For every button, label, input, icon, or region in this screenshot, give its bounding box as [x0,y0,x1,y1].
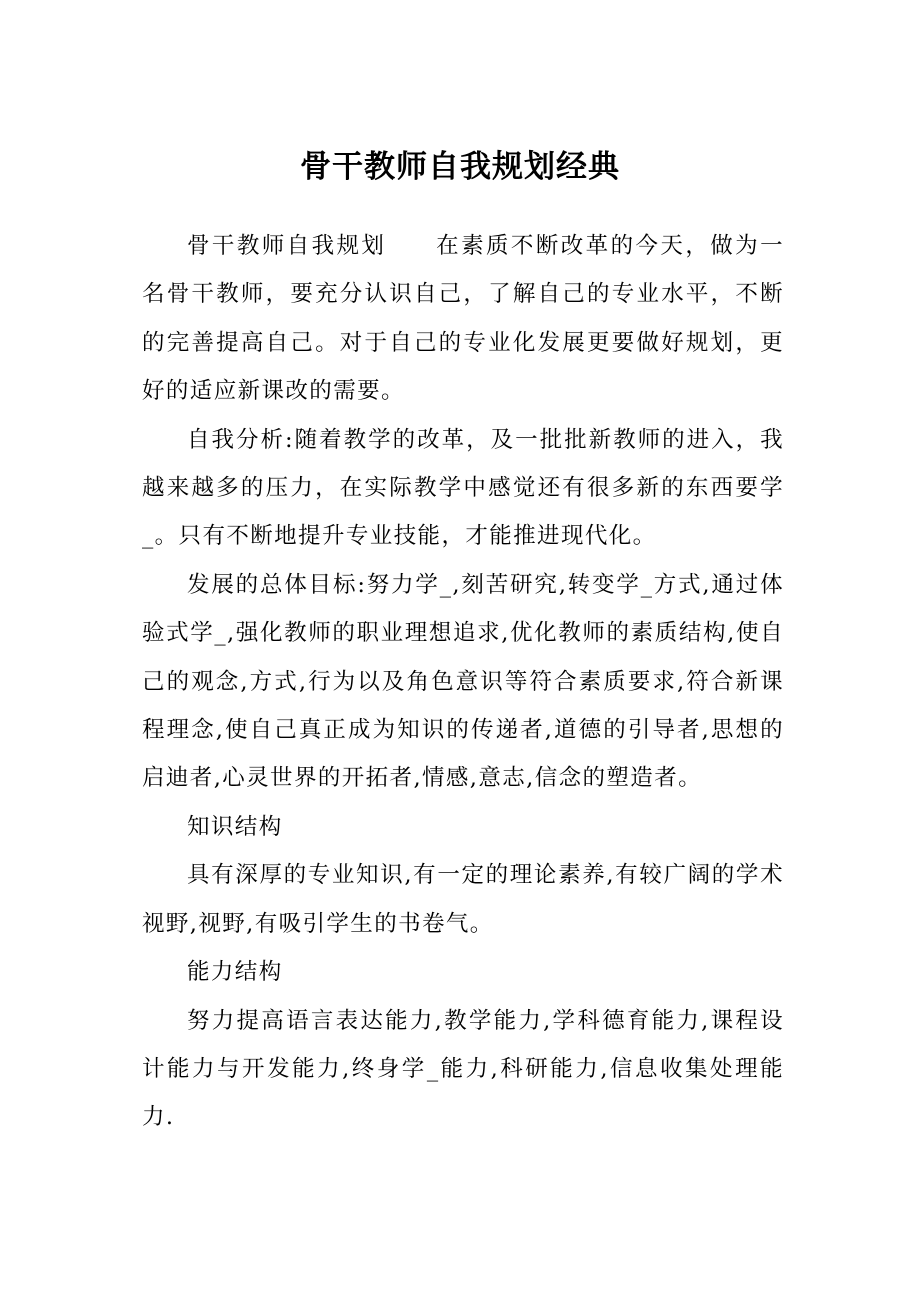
paragraph-self-analysis: 自我分析:随着教学的改革，及一批批新教师的进入，我越来越多的压力，在实际教学中感觉还有很多新的东西要学_。只有不断地提升专业技能，才能推进现代化。 [142,426,784,550]
document-body [142,222,784,1142]
heading-knowledge-structure: 知识结构 [187,813,283,840]
paragraph-knowledge-structure: 具有深厚的专业知识,有一定的理论素养,有较广阔的学术视野,视野,有吸引学生的书卷气。 [142,862,784,937]
paragraph-intro: 骨干教师自我规划 在素质不断改革的今天，做为一名骨干教师，要充分认识自己，了解自己的专业水平，不断的完善提高自己。对于自己的专业化发展更要做好规划，更好的适应新课改的需要。 [142,233,784,405]
paragraph-ability-structure: 努力提高语言表达能力,教学能力,学科德育能力,课程设计能力与开发能力,终身学_能力,科研能力,信息收集处理能力. [142,1007,784,1131]
paragraph-overall-goal: 发展的总体目标:努力学_,刻苦研究,转变学_方式,通过体验式学_,强化教师的职业理想追求,优化教师的素质结构,使自己的观念,方式,行为以及角色意识等符合素质要求,符合新课程理念,使自己真正成为知识的传递者,道德的引导者,思想的启迪者,心灵世界的开拓者,情感,意志,信念的塑造者。 [142,571,784,792]
document-title: 骨干教师自我规划经典 [300,149,620,185]
heading-ability-structure: 能力结构 [187,959,283,986]
